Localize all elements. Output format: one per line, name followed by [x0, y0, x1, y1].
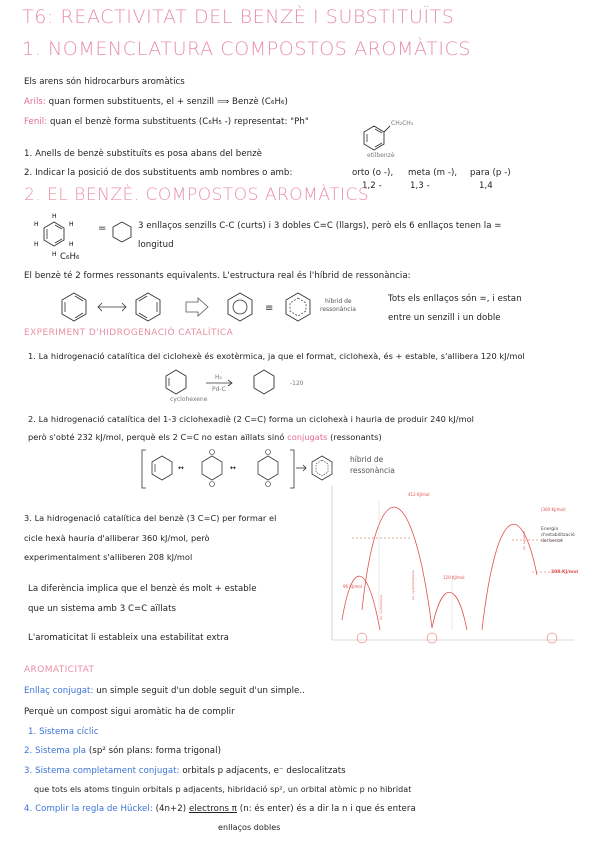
criterion-3-text: orbitals p adjacents, e⁻ deslocalitzats: [182, 766, 346, 776]
reaction-energy: -120: [290, 380, 304, 387]
experiment-p4-line1: La diferència implica que el benzè és molt + estable: [28, 584, 257, 594]
criterion-4-pi: electrons π: [188, 804, 237, 814]
svg-text:H: H: [69, 241, 74, 248]
intro-text: Els arens són hidrocarburs aromàtics: [24, 77, 185, 87]
svg-text:(b), cyclohexadiene: (b), cyclohexadiene: [411, 570, 415, 600]
criterion-1: 1. Sistema cíclic: [28, 727, 99, 737]
benzene-hexagon: [110, 220, 134, 244]
experiment-p4-line2: que un sistema amb 3 C=C aïllats: [28, 604, 177, 614]
hybrid-label-b2: ressonància: [350, 466, 395, 475]
meta-label: meta (m -),: [408, 168, 458, 178]
criterion-2-label: 2. Sistema pla: [24, 746, 87, 756]
criterion-4-label: 4. Complir la regla de Hückel:: [24, 804, 153, 814]
conj-text: un simple seguit d'un doble seguit d'un simple..: [96, 686, 305, 696]
experiment-p3-line3: experimentalment s'alliberen 208 kJ/mol: [24, 552, 193, 562]
hybrid-label-2: ressonància: [320, 306, 356, 313]
charged-resonance-forms: [140, 448, 340, 494]
para-label: para (p -): [470, 168, 511, 178]
rule-2: 2. Indicar la posició de dos substituents amb nombres o amb:: [24, 168, 293, 178]
svg-text:↔: ↔: [230, 464, 236, 472]
label-energy-2: d'estabilització: [541, 533, 575, 538]
section1-heading: 1. NOMENCLATURA COMPOSTOS AROMÀTICS: [22, 38, 472, 60]
reaction-reagent: H₂: [215, 374, 222, 381]
meta-pos: 1,3 -: [410, 181, 430, 191]
svg-text:↔: ↔: [178, 464, 184, 472]
aromatic-intro: Perquè un compost sigui aromàtic ha de complir: [24, 707, 235, 717]
label-energy-1: Energia: [541, 527, 559, 532]
experiment-p3-line1: 3. La hidrogenació catalítica del benzè (3 C=C) per formar el: [24, 513, 277, 523]
hybrid-arrow-icon: [186, 298, 208, 316]
hybrid-label-1: híbrid de: [325, 298, 352, 305]
fenil-text: quan el benzè forma substituents (C₆H₅ -) representat: "Ph": [49, 117, 309, 127]
criterion-2-text: (sp² són plans: forma trigonal): [88, 746, 221, 756]
aromaticity-heading: AROMATICITAT: [24, 665, 95, 675]
label-96: 96 KJ/mol: [343, 584, 362, 589]
reaction-caption: cyclohexene: [170, 396, 208, 403]
p2-text-a: però s'obté 232 kJ/mol, perquè els 2 C=C no estan aïllats sinó: [28, 432, 285, 442]
label-energy-3: del benzè: [541, 539, 563, 544]
label-412: 412 KJ/mol: [408, 492, 430, 497]
bonds-text-2: longitud: [138, 240, 174, 250]
note-1: Tots els enllaços són =, i estan: [388, 294, 522, 304]
svg-text:H: H: [34, 221, 39, 228]
svg-text:H: H: [52, 251, 57, 258]
criterion-4: [24, 804, 416, 814]
experiment-p5: L'aromaticitat li estableix una estabilitat extra: [28, 633, 229, 643]
para-pos: 1,4: [479, 181, 493, 191]
double-bonds-note: enllaços dobles: [218, 823, 281, 832]
experiment-p3-line2: cicle hexà hauria d'alliberar 360 kJ/mol, però: [24, 533, 210, 543]
criterion-4-n: (n: és enter): [239, 804, 294, 814]
benzene-formula: C₆H₆: [60, 252, 80, 262]
ethyl-group-label: CH₂CH₃: [391, 120, 414, 127]
svg-text:H: H: [69, 221, 74, 228]
svg-text:(b), cyclohexene: (b), cyclohexene: [379, 595, 383, 620]
orto-label: orto (o -),: [352, 168, 394, 178]
arils-label: Arils:: [24, 97, 46, 107]
hybrid-hexagon: [228, 293, 252, 321]
resonance-forms: [60, 290, 350, 324]
resonance-intro: El benzè té 2 formes ressonants equivalents. L'estructura real és l'híbrid de ressonància:: [24, 271, 411, 281]
label-208: 208 KJ/mol: [551, 570, 579, 575]
label-120: 120 KJ/mol: [443, 575, 465, 580]
conjugated-bond-line: [24, 686, 305, 696]
svg-text:H: H: [52, 213, 57, 220]
note-2: entre un senzill i un doble: [388, 313, 501, 323]
arils-line: [24, 97, 288, 107]
resonance-form-1: [62, 293, 86, 321]
section2-heading: 2. EL BENZÈ. COMPOSTOS AROMÀTICS: [24, 185, 370, 205]
label-energy-stab: [541, 527, 575, 545]
bonds-text: 3 enllaços senzills C-C (curts) i 3 dobles C=C (llargs), però els 6 enllaços tenen la =: [138, 221, 502, 231]
arils-text: quan formen substituents, el + senzill ⟹ Benzè (C₆H₆): [48, 97, 288, 107]
criterion-4-huckel: (4n+2): [155, 804, 187, 814]
hybrid-dashed-hexagon: [286, 293, 310, 321]
experiment-p2-line2: [28, 432, 382, 442]
page-title: T6: REACTIVITAT DEL BENZÈ I SUBSTITUÏTS: [22, 6, 455, 28]
fenil-label: Fenil:: [24, 117, 48, 127]
reaction-catalyst: Pd-C: [212, 386, 226, 393]
rule-1: 1. Anells de benzè substituïts es posa abans del benzè: [24, 149, 262, 159]
experiment-p1: 1. La hidrogenació catalítica del ciclohexè és exotèrmica, ja que el format, ciclohexà, és + estable, s'allibera 120 kJ/mol: [28, 351, 525, 361]
svg-text:(b), benzene: (b), benzene: [522, 531, 526, 550]
hybrid-label-b1: híbrid de: [350, 455, 384, 464]
criterion-2: [24, 746, 221, 756]
conj-label: Enllaç conjugat:: [24, 686, 94, 696]
svg-text:H: H: [34, 241, 39, 248]
label-360: (360 KJ/mol): [541, 507, 566, 512]
p2-text-c: (ressonants): [330, 432, 382, 442]
experiment-p2-line1: 2. La hidrogenació catalítica del 1-3 ciclohexadiè (2 C=C) forma un ciclohexà i hauria de produir 240 kJ/mol: [28, 414, 474, 424]
criterion-3: [24, 766, 346, 776]
svg-text:≡: ≡: [265, 303, 274, 314]
p2-conjugats: conjugats: [287, 432, 328, 442]
criterion-3-label: 3. Sistema completament conjugat:: [24, 766, 180, 776]
criterion-4-note: és a dir la n i que és entera: [296, 804, 416, 814]
cyclohexene-reaction: [160, 366, 310, 400]
orto-pos: 1,2 -: [362, 181, 382, 191]
ethylbenzene-caption: etilbenzè: [367, 152, 395, 159]
criterion-3-sub: que tots els atoms tinguin orbitals p adjacents, hibridació sp², un orbital atòmic p no hibridat: [34, 785, 412, 794]
resonance-form-2: [136, 293, 160, 321]
experiment-heading: EXPERIMENT D'HIDROGENACIÓ CATALÍTICA: [24, 328, 234, 338]
equals-sign: =: [98, 223, 107, 234]
fenil-line: [24, 117, 309, 127]
